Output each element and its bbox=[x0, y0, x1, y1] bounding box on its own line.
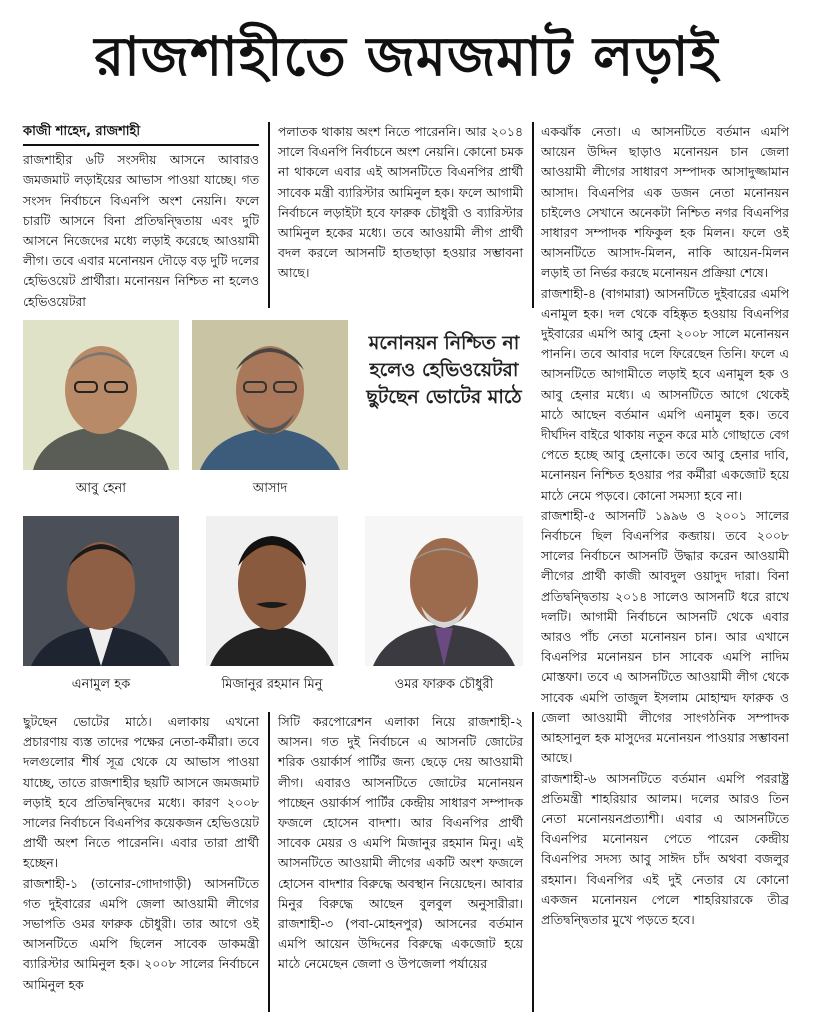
column-divider bbox=[532, 122, 534, 308]
article-paragraph: রাজশাহী-১ (তানোর-গোদাগাড়ী) আসনটিতে গত দুইবারের এমপি জেলা আওয়ামী লীগের সভাপতি ওমর ফারুক চৌধুরী। তার আগে ওই আসনটিতে এমপি ছিলেন সাবেক ডাকমন্ত্রী ব্যারিস্টার আমিনুল হক। ২০০৮ সালের নির্বাচনে আমিনুল হক bbox=[23, 875, 259, 992]
article-paragraph: ছুটছেন ভোটের মাঠে। এলাকায় এখনো প্রচারণায় ব্যস্ত তাদের পক্ষের নেতা-কর্মীরা। তবে দলগুলোর শীর্ষ সূত্র থেকে যে আভাস পাওয়া যাচ্ছে, তাতে রাজশাহীর ছয়টি আসনে জমজমাট লড়াই হবে প্রতিদ্বন্দ্বিদের মধ্যে। কারণ ২০০৮ সালের নির্বাচনে বিএনপির কয়েকজন হেভিওয়েট প্রার্থী অংশ নিতে পারেননি। এবার তারা প্রার্থী হচ্ছেন। bbox=[23, 714, 259, 871]
photo-asad bbox=[192, 320, 348, 470]
photo-caption: আসাদ bbox=[252, 481, 288, 496]
photo-caption: এনামুল হক bbox=[71, 677, 131, 692]
article-paragraph: রাজশাহী-৫ আসনটি ১৯৯৬ ও ২০০১ সালের নির্বাচনে ছিল বিএনপির কব্জায়। তবে ২০০৮ সালের নির্বাচনে আসনটি উদ্ধার করেন আওয়ামী লীগের প্রার্থী কাজী আবদুল ওয়াদুদ দারা। বিনা প্রতিদ্বন্দ্বিতায় ২০১৪ সালেও আসনটি ধরে রাখে দলটি। আগামী নির্বাচনে আসনটি থেকে এবার আরও পাঁচ নেতা মনোনয়ন চান। আর এখানে বিএনপির মনোনয়ন চান সাবেক এমপি নাদিম মোস্তফা। তবে এ আসনটিতে আওয়ামী লীগ থেকে সাবেক এমপি তাজুল ইসলাম মোহাম্মদ ফারুক ও জেলা আওয়ামী লীগের সাংগঠনিক সম্পাদক আহসানুল হক মাসুদের মনোনয়ন পাওয়ার সম্ভাবনা আছে। bbox=[541, 507, 789, 766]
column-divider bbox=[268, 122, 270, 308]
photo-enamul-haque bbox=[23, 516, 179, 666]
photo-abu-hena bbox=[23, 320, 179, 470]
photo-mizanur-rahman-minu bbox=[206, 516, 338, 666]
photo-omar-faruk-chowdhury bbox=[365, 516, 523, 666]
pull-quote: মনোনয়ন নিশ্চিত না হলেও হেভিওয়েটরা ছুটছেন ভোটের মাঠে bbox=[366, 332, 522, 408]
article-paragraph: একঝাঁক নেতা। এ আসনটিতে বর্তমান এমপি আয়েন উদ্দিন ছাড়াও মনোনয়ন চান জেলা আওয়ামী লীগের সাধারণ সম্পাদক আসাদুজ্জামান আসাদ। বিএনপির এক ডজন নেতা মনোনয়ন চাইলেও সেখানে অনেকটা নিশ্চিত নগর বিএনপির সাধারণ সম্পাদক শফিকুল হক মিলন। ফলে ওই আসনটিতে আসাদ-মিলন, নাকি আয়েন-মিলন লড়াই তা নির্ভর করছে মনোনয়ন প্রক্রিয়া শেষে। bbox=[541, 124, 789, 281]
column-2-bottom bbox=[278, 712, 523, 975]
column-3 bbox=[541, 122, 789, 1012]
photo-caption: মিজানুর রহমান মিনু bbox=[221, 677, 323, 692]
byline: কাজী শাহেদ, রাজশাহী bbox=[23, 122, 259, 146]
column-divider bbox=[268, 712, 270, 1012]
column-1-bottom bbox=[23, 712, 259, 995]
article-paragraph: সিটি করপোরেশন এলাকা নিয়ে রাজশাহী-২ আসন। গত দুই নির্বাচনে এ আসনটি জোটের শরিক ওয়ার্কার্স পার্টির জন্য ছেড়ে দেয় আওয়ামী লীগ। এবারও আসনটিতে জোটের মনোনয়ন পাচ্ছেন ওয়ার্কার্স পার্টির কেন্দ্রীয় সাধারণ সম্পাদক ফজলে হোসেন বাদশা। আর বিএনপির প্রার্থী সাবেক মেয়র ও এমপি মিজানুর রহমান মিনু। এই আসনটিতে আওয়ামী লীগের একটি অংশ ফজলে হোসেন বাদশার বিরুদ্ধে অবস্থান নিয়েছেন। আবার মিনুর বিরুদ্ধে আছেন বুলবুল অনুসারীরা। রাজশাহী-৩ (পবা-মোহনপুর) আসনের বর্তমান এমপি আয়েন উদ্দিনের বিরুদ্ধে একজোট হয়ে মাঠে নেমেছেন জেলা ও উপজেলা পর্যায়ের bbox=[278, 714, 523, 972]
article-paragraph: রাজশাহীর ৬টি সংসদীয় আসনে আবারও জমজমাট লড়াইয়ের আভাস পাওয়া যাচ্ছে। গত সংসদ নির্বাচনে বিএনপি অংশ নেয়নি। ফলে চারটি আসনে বিনা প্রতিদ্বন্দ্বিতায় এবং দুটি আসনে নিজেদের মধ্যে লড়াই করেছে আওয়ামী লীগ। তবে এবার মনোনয়ন দৌড়ে বড় দুটি দলের হেভিওয়েট প্রার্থীরা। মনোনয়ন নিশ্চিত না হলেও হেভিওয়েটরা bbox=[23, 152, 259, 309]
article-paragraph: পলাতক থাকায় অংশ নিতে পারেননি। আর ২০১৪ সালে বিএনপি নির্বাচনে অংশ নেয়নি। কোনো চমক না থাকলে এবার এই আসনটিতে বিএনপির প্রার্থী সাবেক মন্ত্রী ব্যারিস্টার আমিনুল হক। ফলে আগামী নির্বাচনে লড়াইটা হবে ফারুক চৌধুরী ও ব্যারিস্টার আমিনুল হকের মধ্যে। তবে আওয়ামী লীগ প্রার্থী বদল করলে আসনটি হাতছাড়া হওয়ার সম্ভাবনা আছে। bbox=[278, 124, 523, 281]
photo-caption: আবু হেনা bbox=[75, 481, 127, 496]
article-paragraph: রাজশাহী-৬ আসনটিতে বর্তমান এমপি পররাষ্ট্র প্রতিমন্ত্রী শাহরিয়ার আলম। দলের আরও তিন নেতা মনোনয়নপ্রত্যাশী। এবার এ আসনটিতে বিএনপির মনোনয়ন পেতে পারেন কেন্দ্রীয় বিএনপির সদস্য আবু সাঈদ চাঁদ অথবা বজলুর রহমান। বিএনপির এই দুই নেতার যে কোনো একজন মনোনয়ন পেলে শাহরিয়ারকে তীব্র প্রতিদ্বন্দ্বিতার মুখে পড়তে হবে। bbox=[541, 770, 789, 927]
article-paragraph: রাজশাহী-৪ (বাগমারা) আসনটিতে দুইবারের এমপি এনামুল হক। দল থেকে বহিষ্কৃত হওয়ায় বিএনপির দুইবারের এমপি আবু হেনা ২০০৮ সালে মনোনয়ন পাননি। তবে আবার দলে ফিরেছেন তিনি। ফলে এ আসনটিতে আগামীতে লড়াই হবে এনামুল হক ও আবু হেনার মধ্যে। এ আসনটিতে আগে থেকেই মাঠে আছেন বর্তমান এমপি এনামুল হক। তবে দীর্ঘদিন বাইরে থাকায় নতুন করে মাঠ গোছাতে বেগ পেতে হচ্ছে আবু হেনাকে। তবে আবু হেনার দাবি, মনোনয়ন নিশ্চিত হওয়ার পর কর্মীরা একজোট হয়ে মাঠে নেমে পড়বে। কোনো সমস্যা হবে না। bbox=[541, 285, 789, 503]
headline: রাজশাহীতে জমজমাট লড়াই bbox=[94, 25, 719, 88]
photo-caption: ওমর ফারুক চৌধুরী bbox=[394, 677, 494, 692]
column-divider bbox=[532, 712, 534, 1012]
column-1-top bbox=[23, 122, 259, 312]
column-2-top bbox=[278, 122, 523, 284]
